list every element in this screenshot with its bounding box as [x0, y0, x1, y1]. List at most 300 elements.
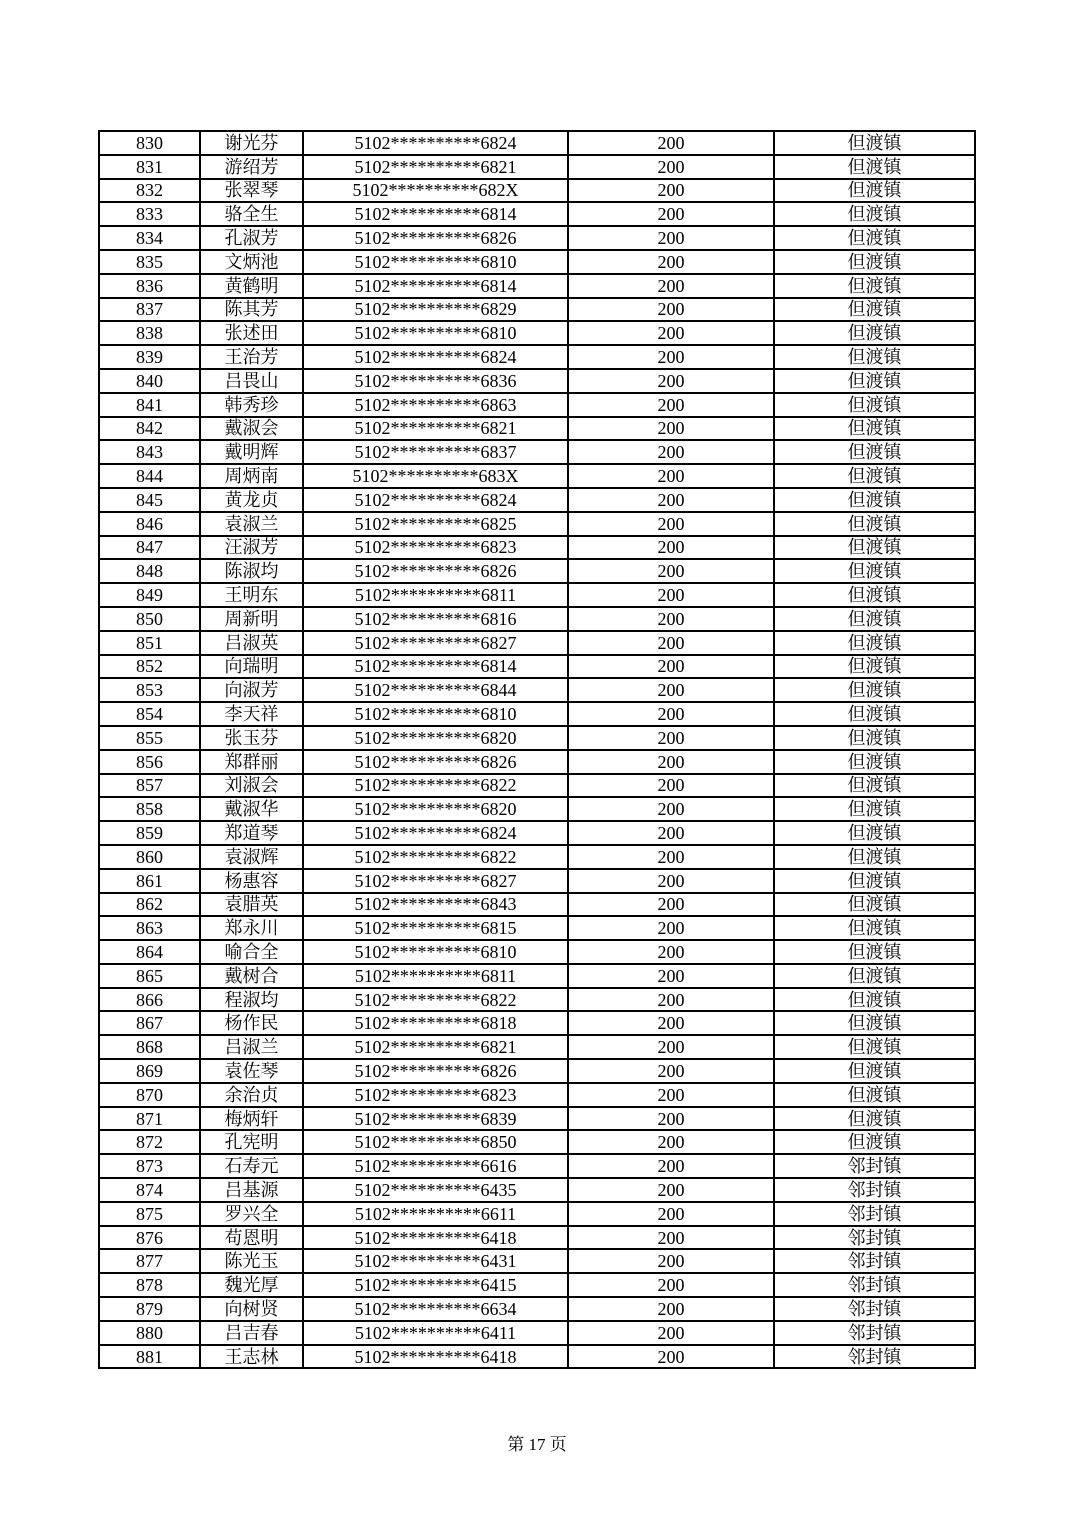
- cell-amount: 200: [568, 1178, 774, 1202]
- cell-index: 838: [99, 321, 200, 345]
- table-row: [99, 964, 975, 988]
- cell-id-number: 5102**********6826: [303, 1059, 568, 1083]
- cell-name: 杨作民: [200, 1011, 303, 1035]
- cell-name: 郑永川: [200, 916, 303, 940]
- cell-index: 850: [99, 607, 200, 631]
- table-row: [99, 202, 975, 226]
- table-row: [99, 464, 975, 488]
- cell-index: 845: [99, 488, 200, 512]
- cell-amount: 200: [568, 1345, 774, 1369]
- cell-index: 851: [99, 631, 200, 655]
- cell-town: 但渡镇: [774, 1011, 975, 1035]
- cell-id-number: 5102**********6820: [303, 726, 568, 750]
- cell-index: 832: [99, 179, 200, 203]
- cell-name: 向淑芳: [200, 678, 303, 702]
- cell-index: 866: [99, 988, 200, 1012]
- cell-id-number: 5102**********6844: [303, 678, 568, 702]
- table-row: [99, 559, 975, 583]
- table-row: [99, 893, 975, 917]
- cell-id-number: 5102**********6836: [303, 369, 568, 393]
- cell-amount: 200: [568, 1035, 774, 1059]
- cell-amount: 200: [568, 512, 774, 536]
- table-row: [99, 321, 975, 345]
- cell-amount: 200: [568, 345, 774, 369]
- cell-index: 836: [99, 274, 200, 298]
- cell-id-number: 5102**********6826: [303, 226, 568, 250]
- cell-name: 骆全生: [200, 202, 303, 226]
- cell-id-number: 5102**********6814: [303, 274, 568, 298]
- cell-name: 戴树合: [200, 964, 303, 988]
- cell-amount: 200: [568, 1154, 774, 1178]
- cell-name: 吕吉春: [200, 1321, 303, 1345]
- cell-town: 但渡镇: [774, 702, 975, 726]
- cell-amount: 200: [568, 1130, 774, 1154]
- cell-index: 852: [99, 655, 200, 679]
- cell-amount: 200: [568, 464, 774, 488]
- cell-index: 858: [99, 797, 200, 821]
- cell-index: 843: [99, 440, 200, 464]
- cell-town: 但渡镇: [774, 131, 975, 155]
- cell-name: 刘淑会: [200, 774, 303, 798]
- cell-town: 邻封镇: [774, 1249, 975, 1273]
- table-row: [99, 821, 975, 845]
- cell-index: 880: [99, 1321, 200, 1345]
- cell-id-number: 5102**********6827: [303, 631, 568, 655]
- cell-id-number: 5102**********6822: [303, 845, 568, 869]
- cell-name: 郑群丽: [200, 750, 303, 774]
- cell-name: 周新明: [200, 607, 303, 631]
- cell-town: 但渡镇: [774, 417, 975, 441]
- cell-index: 860: [99, 845, 200, 869]
- table-row: [99, 179, 975, 203]
- cell-id-number: 5102**********6822: [303, 774, 568, 798]
- table-row: [99, 774, 975, 798]
- cell-name: 李天祥: [200, 702, 303, 726]
- cell-town: 但渡镇: [774, 988, 975, 1012]
- cell-town: 但渡镇: [774, 464, 975, 488]
- table-row: [99, 1107, 975, 1131]
- cell-town: 但渡镇: [774, 274, 975, 298]
- cell-name: 文炳池: [200, 250, 303, 274]
- cell-id-number: 5102**********6827: [303, 869, 568, 893]
- cell-index: 846: [99, 512, 200, 536]
- cell-town: 但渡镇: [774, 440, 975, 464]
- cell-index: 839: [99, 345, 200, 369]
- table-row: [99, 678, 975, 702]
- table-row: [99, 726, 975, 750]
- cell-name: 王治芳: [200, 345, 303, 369]
- cell-town: 但渡镇: [774, 655, 975, 679]
- cell-id-number: 5102**********6810: [303, 702, 568, 726]
- cell-town: 但渡镇: [774, 488, 975, 512]
- cell-town: 但渡镇: [774, 536, 975, 560]
- cell-town: 但渡镇: [774, 179, 975, 203]
- table-row: [99, 702, 975, 726]
- cell-amount: 200: [568, 988, 774, 1012]
- cell-id-number: 5102**********6818: [303, 1011, 568, 1035]
- cell-amount: 200: [568, 250, 774, 274]
- cell-index: 837: [99, 298, 200, 322]
- cell-town: 邻封镇: [774, 1273, 975, 1297]
- cell-amount: 200: [568, 1249, 774, 1273]
- cell-id-number: 5102**********6821: [303, 417, 568, 441]
- cell-name: 周炳南: [200, 464, 303, 488]
- cell-name: 戴淑会: [200, 417, 303, 441]
- cell-amount: 200: [568, 274, 774, 298]
- cell-id-number: 5102**********683X: [303, 464, 568, 488]
- cell-town: 邻封镇: [774, 1321, 975, 1345]
- cell-amount: 200: [568, 1059, 774, 1083]
- cell-town: 但渡镇: [774, 369, 975, 393]
- cell-name: 吕畏山: [200, 369, 303, 393]
- cell-amount: 200: [568, 774, 774, 798]
- table-row: [99, 1154, 975, 1178]
- table-row: [99, 274, 975, 298]
- cell-town: 但渡镇: [774, 1107, 975, 1131]
- cell-id-number: 5102**********6814: [303, 202, 568, 226]
- cell-id-number: 5102**********6820: [303, 797, 568, 821]
- cell-index: 844: [99, 464, 200, 488]
- cell-index: 848: [99, 559, 200, 583]
- cell-town: 邻封镇: [774, 1297, 975, 1321]
- cell-amount: 200: [568, 440, 774, 464]
- cell-index: 840: [99, 369, 200, 393]
- cell-town: 但渡镇: [774, 512, 975, 536]
- cell-index: 875: [99, 1202, 200, 1226]
- cell-id-number: 5102**********6616: [303, 1154, 568, 1178]
- cell-town: 但渡镇: [774, 607, 975, 631]
- cell-town: 邻封镇: [774, 1345, 975, 1369]
- cell-index: 878: [99, 1273, 200, 1297]
- cell-amount: 200: [568, 678, 774, 702]
- cell-id-number: 5102**********6435: [303, 1178, 568, 1202]
- cell-name: 袁淑辉: [200, 845, 303, 869]
- cell-amount: 200: [568, 417, 774, 441]
- table-row: [99, 1059, 975, 1083]
- table-body: [99, 131, 975, 1368]
- cell-town: 但渡镇: [774, 750, 975, 774]
- cell-index: 865: [99, 964, 200, 988]
- table-row: [99, 631, 975, 655]
- cell-index: 847: [99, 536, 200, 560]
- cell-amount: 200: [568, 631, 774, 655]
- cell-index: 856: [99, 750, 200, 774]
- cell-amount: 200: [568, 393, 774, 417]
- table-row: [99, 1226, 975, 1250]
- cell-id-number: 5102**********6810: [303, 250, 568, 274]
- cell-id-number: 5102**********682X: [303, 179, 568, 203]
- cell-town: 但渡镇: [774, 345, 975, 369]
- cell-name: 张述田: [200, 321, 303, 345]
- table-row: [99, 750, 975, 774]
- table-row: [99, 1011, 975, 1035]
- table-row: [99, 155, 975, 179]
- cell-town: 但渡镇: [774, 631, 975, 655]
- cell-id-number: 5102**********6824: [303, 821, 568, 845]
- cell-amount: 200: [568, 583, 774, 607]
- cell-index: 868: [99, 1035, 200, 1059]
- table-row: [99, 1297, 975, 1321]
- cell-town: 邻封镇: [774, 1154, 975, 1178]
- table-row: [99, 940, 975, 964]
- cell-index: 876: [99, 1226, 200, 1250]
- cell-town: 但渡镇: [774, 1059, 975, 1083]
- cell-id-number: 5102**********6829: [303, 298, 568, 322]
- cell-town: 但渡镇: [774, 916, 975, 940]
- cell-amount: 200: [568, 298, 774, 322]
- table-row: [99, 1083, 975, 1107]
- payment-roster-table: [98, 130, 976, 1369]
- cell-town: 邻封镇: [774, 1226, 975, 1250]
- table-row: [99, 988, 975, 1012]
- cell-amount: 200: [568, 940, 774, 964]
- cell-name: 谢光芬: [200, 131, 303, 155]
- cell-name: 韩秀珍: [200, 393, 303, 417]
- table-row: [99, 845, 975, 869]
- table-row: [99, 1202, 975, 1226]
- cell-id-number: 5102**********6634: [303, 1297, 568, 1321]
- cell-town: 但渡镇: [774, 774, 975, 798]
- cell-index: 873: [99, 1154, 200, 1178]
- cell-name: 吕淑兰: [200, 1035, 303, 1059]
- cell-index: 874: [99, 1178, 200, 1202]
- cell-name: 陈光玉: [200, 1249, 303, 1273]
- cell-index: 830: [99, 131, 200, 155]
- cell-amount: 200: [568, 916, 774, 940]
- cell-index: 853: [99, 678, 200, 702]
- cell-amount: 200: [568, 964, 774, 988]
- cell-id-number: 5102**********6816: [303, 607, 568, 631]
- cell-id-number: 5102**********6824: [303, 131, 568, 155]
- table-row: [99, 1249, 975, 1273]
- cell-name: 孔宪明: [200, 1130, 303, 1154]
- cell-amount: 200: [568, 702, 774, 726]
- cell-amount: 200: [568, 797, 774, 821]
- cell-name: 黄鹤明: [200, 274, 303, 298]
- cell-index: 849: [99, 583, 200, 607]
- cell-name: 罗兴全: [200, 1202, 303, 1226]
- cell-id-number: 5102**********6431: [303, 1249, 568, 1273]
- table-row: [99, 1130, 975, 1154]
- cell-index: 877: [99, 1249, 200, 1273]
- cell-id-number: 5102**********6826: [303, 750, 568, 774]
- cell-name: 戴明辉: [200, 440, 303, 464]
- cell-id-number: 5102**********6843: [303, 893, 568, 917]
- table-row: [99, 512, 975, 536]
- cell-town: 但渡镇: [774, 250, 975, 274]
- table-row: [99, 1345, 975, 1369]
- cell-town: 但渡镇: [774, 893, 975, 917]
- cell-amount: 200: [568, 607, 774, 631]
- cell-id-number: 5102**********6825: [303, 512, 568, 536]
- table-row: [99, 869, 975, 893]
- cell-name: 魏光厚: [200, 1273, 303, 1297]
- cell-name: 陈其芳: [200, 298, 303, 322]
- cell-name: 张翠琴: [200, 179, 303, 203]
- page-footer: [0, 1430, 1074, 1455]
- cell-id-number: 5102**********6824: [303, 345, 568, 369]
- cell-name: 游绍芳: [200, 155, 303, 179]
- cell-town: 但渡镇: [774, 1035, 975, 1059]
- cell-index: 859: [99, 821, 200, 845]
- cell-name: 喻合全: [200, 940, 303, 964]
- cell-id-number: 5102**********6815: [303, 916, 568, 940]
- cell-town: 但渡镇: [774, 1083, 975, 1107]
- cell-name: 王志林: [200, 1345, 303, 1369]
- cell-index: 854: [99, 702, 200, 726]
- table-row: [99, 369, 975, 393]
- cell-town: 但渡镇: [774, 559, 975, 583]
- cell-amount: 200: [568, 1083, 774, 1107]
- table-row: [99, 131, 975, 155]
- cell-index: 835: [99, 250, 200, 274]
- cell-name: 袁佐琴: [200, 1059, 303, 1083]
- cell-index: 862: [99, 893, 200, 917]
- cell-amount: 200: [568, 1297, 774, 1321]
- cell-town: 但渡镇: [774, 226, 975, 250]
- cell-index: 834: [99, 226, 200, 250]
- cell-amount: 200: [568, 488, 774, 512]
- cell-town: 邻封镇: [774, 1178, 975, 1202]
- cell-id-number: 5102**********6863: [303, 393, 568, 417]
- cell-id-number: 5102**********6821: [303, 155, 568, 179]
- cell-amount: 200: [568, 655, 774, 679]
- cell-index: 833: [99, 202, 200, 226]
- table-row: [99, 916, 975, 940]
- cell-town: 但渡镇: [774, 321, 975, 345]
- cell-amount: 200: [568, 226, 774, 250]
- cell-index: 842: [99, 417, 200, 441]
- cell-amount: 200: [568, 321, 774, 345]
- cell-town: 但渡镇: [774, 726, 975, 750]
- table-row: [99, 488, 975, 512]
- cell-amount: 200: [568, 750, 774, 774]
- cell-name: 向瑞明: [200, 655, 303, 679]
- cell-index: 879: [99, 1297, 200, 1321]
- cell-name: 向树贤: [200, 1297, 303, 1321]
- cell-id-number: 5102**********6418: [303, 1226, 568, 1250]
- cell-index: 881: [99, 1345, 200, 1369]
- cell-index: 872: [99, 1130, 200, 1154]
- cell-name: 余治贞: [200, 1083, 303, 1107]
- cell-town: 但渡镇: [774, 583, 975, 607]
- cell-name: 张玉芬: [200, 726, 303, 750]
- cell-town: 但渡镇: [774, 869, 975, 893]
- table-row: [99, 536, 975, 560]
- cell-name: 袁腊英: [200, 893, 303, 917]
- cell-name: 梅炳轩: [200, 1107, 303, 1131]
- cell-amount: 200: [568, 1226, 774, 1250]
- cell-amount: 200: [568, 869, 774, 893]
- cell-index: 864: [99, 940, 200, 964]
- cell-amount: 200: [568, 1107, 774, 1131]
- cell-amount: 200: [568, 202, 774, 226]
- cell-town: 但渡镇: [774, 298, 975, 322]
- table-row: [99, 440, 975, 464]
- cell-name: 石寿元: [200, 1154, 303, 1178]
- cell-town: 但渡镇: [774, 678, 975, 702]
- cell-index: 867: [99, 1011, 200, 1035]
- cell-amount: 200: [568, 726, 774, 750]
- cell-name: 吕淑英: [200, 631, 303, 655]
- table-row: [99, 797, 975, 821]
- table-row: [99, 583, 975, 607]
- cell-name: 苟恩明: [200, 1226, 303, 1250]
- cell-name: 王明东: [200, 583, 303, 607]
- cell-amount: 200: [568, 179, 774, 203]
- table-row: [99, 1035, 975, 1059]
- table-row: [99, 655, 975, 679]
- cell-amount: 200: [568, 845, 774, 869]
- cell-town: 但渡镇: [774, 1130, 975, 1154]
- cell-id-number: 5102**********6839: [303, 1107, 568, 1131]
- table-row: [99, 1178, 975, 1202]
- cell-id-number: 5102**********6826: [303, 559, 568, 583]
- cell-town: 但渡镇: [774, 202, 975, 226]
- cell-id-number: 5102**********6810: [303, 321, 568, 345]
- cell-name: 黄龙贞: [200, 488, 303, 512]
- cell-index: 855: [99, 726, 200, 750]
- table-row: [99, 1273, 975, 1297]
- cell-amount: 200: [568, 559, 774, 583]
- cell-index: 841: [99, 393, 200, 417]
- cell-id-number: 5102**********6418: [303, 1345, 568, 1369]
- cell-town: 但渡镇: [774, 797, 975, 821]
- cell-id-number: 5102**********6822: [303, 988, 568, 1012]
- cell-name: 孔淑芳: [200, 226, 303, 250]
- cell-index: 863: [99, 916, 200, 940]
- cell-index: 857: [99, 774, 200, 798]
- cell-id-number: 5102**********6814: [303, 655, 568, 679]
- cell-amount: 200: [568, 536, 774, 560]
- cell-index: 870: [99, 1083, 200, 1107]
- cell-amount: 200: [568, 1273, 774, 1297]
- cell-town: 但渡镇: [774, 940, 975, 964]
- cell-id-number: 5102**********6811: [303, 583, 568, 607]
- cell-amount: 200: [568, 369, 774, 393]
- cell-name: 程淑均: [200, 988, 303, 1012]
- table-row: [99, 417, 975, 441]
- cell-id-number: 5102**********6810: [303, 940, 568, 964]
- cell-amount: 200: [568, 1202, 774, 1226]
- cell-id-number: 5102**********6411: [303, 1321, 568, 1345]
- cell-name: 郑道琴: [200, 821, 303, 845]
- cell-name: 戴淑华: [200, 797, 303, 821]
- cell-name: 吕基源: [200, 1178, 303, 1202]
- cell-id-number: 5102**********6611: [303, 1202, 568, 1226]
- cell-amount: 200: [568, 1011, 774, 1035]
- table-row: [99, 393, 975, 417]
- cell-index: 871: [99, 1107, 200, 1131]
- cell-town: 但渡镇: [774, 155, 975, 179]
- table-row: [99, 250, 975, 274]
- cell-name: 杨惠容: [200, 869, 303, 893]
- cell-name: 袁淑兰: [200, 512, 303, 536]
- cell-id-number: 5102**********6811: [303, 964, 568, 988]
- cell-id-number: 5102**********6823: [303, 536, 568, 560]
- cell-id-number: 5102**********6821: [303, 1035, 568, 1059]
- cell-amount: 200: [568, 821, 774, 845]
- cell-amount: 200: [568, 155, 774, 179]
- cell-index: 861: [99, 869, 200, 893]
- table-row: [99, 298, 975, 322]
- cell-index: 869: [99, 1059, 200, 1083]
- cell-town: 但渡镇: [774, 964, 975, 988]
- table-row: [99, 1321, 975, 1345]
- cell-id-number: 5102**********6837: [303, 440, 568, 464]
- cell-amount: 200: [568, 131, 774, 155]
- cell-town: 但渡镇: [774, 845, 975, 869]
